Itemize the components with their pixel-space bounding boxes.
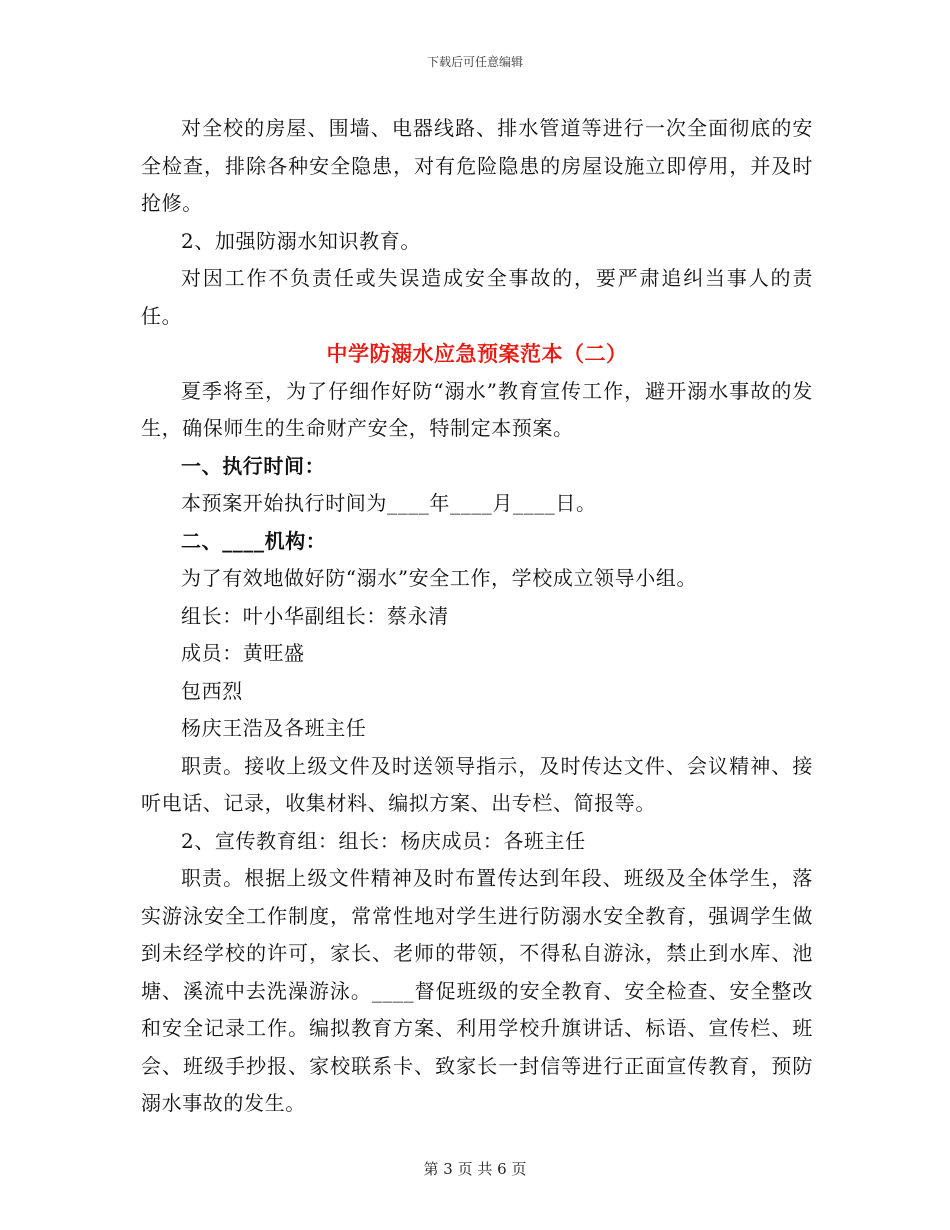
section-heading-execution-time: 一、执行时间： — [181, 453, 326, 478]
section-title: 中学防溺水应急预案范本（二） — [326, 341, 628, 366]
paragraph-start-date: 本预案开始执行时间为____年____月____日。 — [181, 491, 597, 515]
section-heading-organization: 二、____机构： — [181, 528, 327, 553]
paragraph-duties-office: 职责。接收上级文件及时送领导指示，及时传达文件、会议精神、接听电话、记录，收集材料、编拟方案、出专栏、简报等。 — [141, 753, 813, 815]
paragraph-intro: 夏季将至，为了仔细作好防“溺水”教育宣传工作，避开溺水事故的发生，确保师生的生命财产安全，特制定本预案。 — [141, 378, 813, 440]
paragraph-education-item: 2、加强防溺水知识教育。 — [181, 228, 421, 253]
paragraph-members: 成员：黄旺盛 — [181, 641, 305, 665]
document-body — [141, 110, 813, 1123]
paragraph-leadership-group: 为了有效地做好防“溺水”安全工作，学校成立领导小组。 — [181, 566, 698, 590]
paragraph-member-name: 包西烈 — [181, 678, 243, 703]
page-footer: 第 3 页 共 6 页 — [423, 1160, 527, 1178]
paragraph-responsibility: 对因工作不负责任或失误造成安全事故的，要严肃追纠当事人的责任。 — [141, 266, 813, 328]
paragraph-publicity-group: 2、宣传教育组：组长：杨庆成员：各班主任 — [181, 828, 586, 853]
page-header: 下载后可任意编辑 — [426, 55, 523, 69]
paragraph-duties-publicity: 职责。根据上级文件精神及时布置传达到年段、班级及全体学生，落实游泳安全工作制度，常常性地对学生进行防溺水安全教育，强调学生做到未经学校的许可，家长、老师的带领，不得私自游泳，禁止到水库、池塘、溪流中去洗澡游泳。____督促班级的安全教育、安全检查、安全整改和安全记录工作。编拟教育方案、利用学校升旗讲话、标语、宣传栏、班会、班级手抄报、家校联系卡、致家长一封信等进行正面宣传教育，预防溺水事故的发生。 — [141, 866, 813, 1115]
paragraph-member-names-more: 杨庆王浩及各班主任 — [181, 716, 367, 740]
paragraph-group-leaders: 组长：叶小华副组长：蔡永清 — [181, 603, 449, 628]
paragraph-inspection: 对全校的房屋、围墙、电器线路、排水管道等进行一次全面彻底的安全检查，排除各种安全隐患，对有危险隐患的房屋设施立即停用，并及时抢修。 — [141, 116, 813, 215]
